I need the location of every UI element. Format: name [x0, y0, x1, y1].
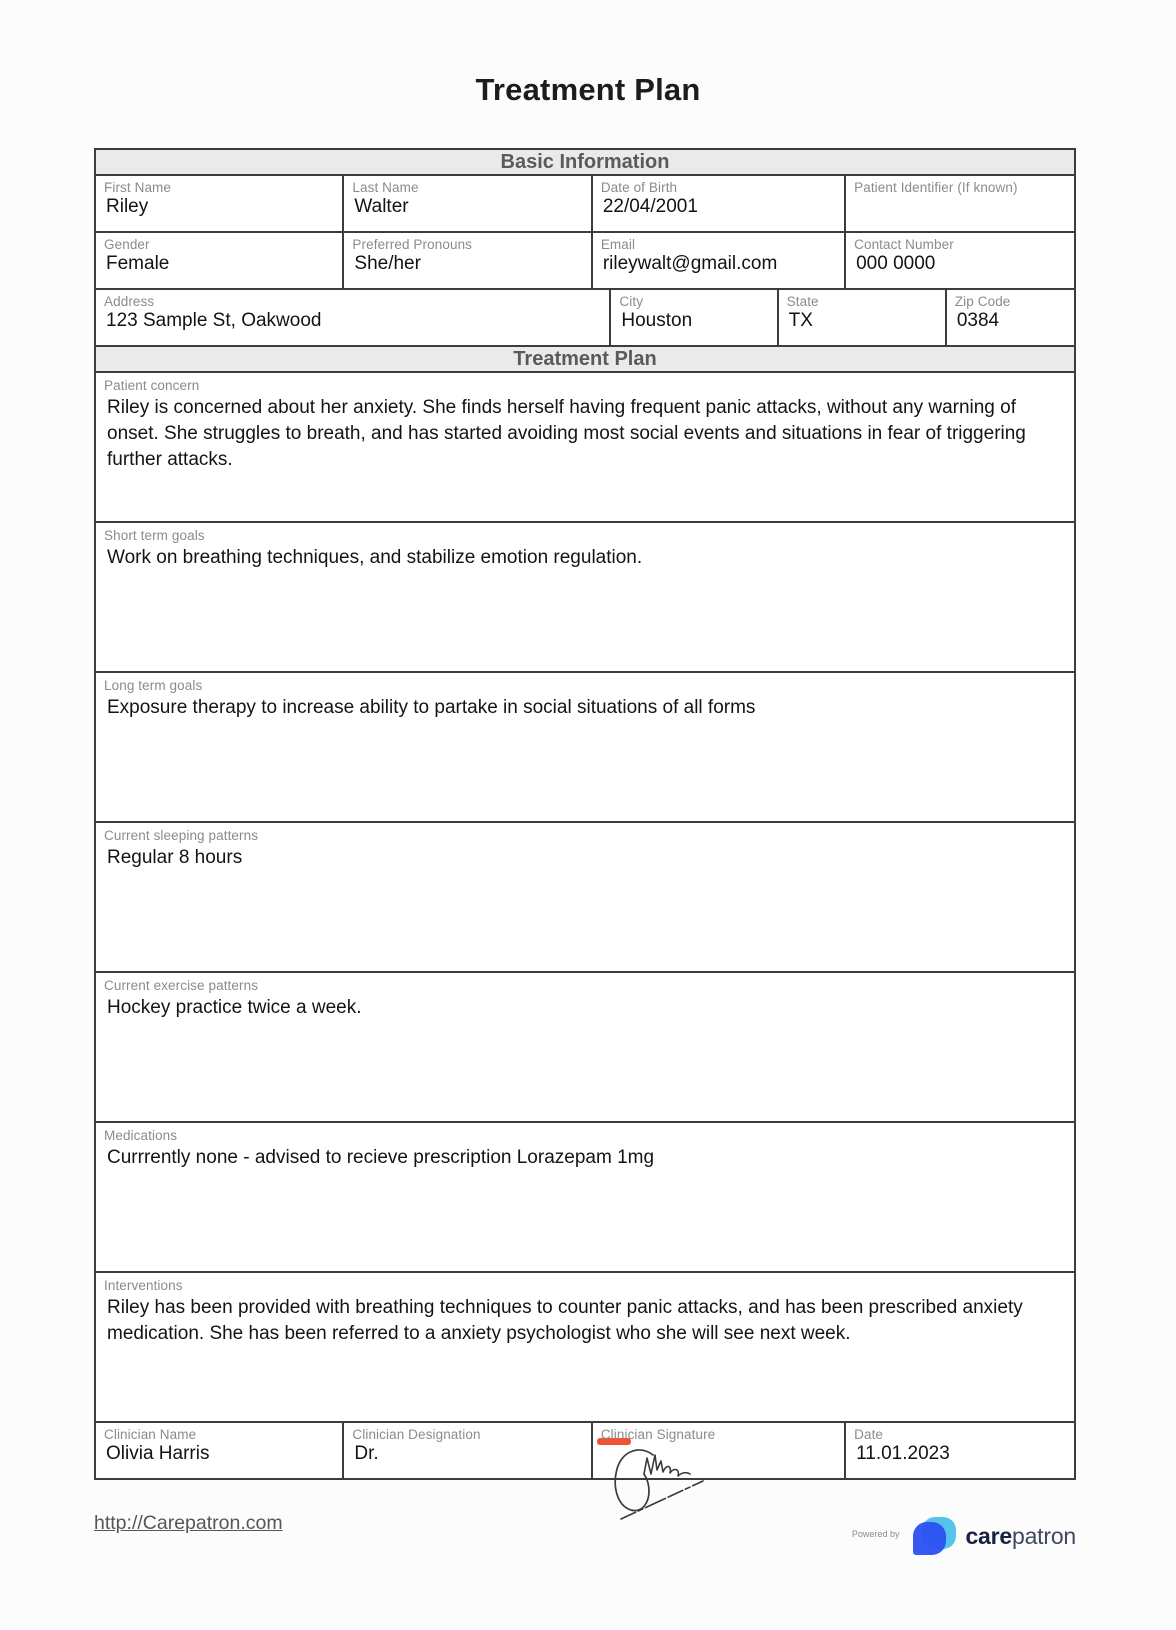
powered-by-label: Powered by [851, 1529, 900, 1539]
treatment-plan-form [94, 148, 1076, 1480]
field-label: Patient concern [104, 378, 200, 393]
field-value: 123 Sample St, Oakwood [106, 310, 322, 331]
field-value: Houston [621, 310, 693, 331]
field-preferred-pronouns [344, 233, 592, 288]
field-value: 0384 [956, 310, 1000, 331]
clinician-row [96, 1423, 1074, 1478]
field-last-name [344, 176, 592, 231]
section-long-term-goals [96, 673, 1074, 823]
field-value: Riley has been provided with breathing techniques to counter panic attacks, and has been prescribed anxiety medication. She has been referred to a anxiety psychologist who she will see next week. [107, 1297, 1023, 1344]
field-label: Long term goals [104, 678, 203, 693]
field-date [846, 1423, 1074, 1478]
field-label: Patient Identifier (If known) [854, 180, 1018, 195]
field-value: Olivia Harris [106, 1443, 210, 1464]
field-value: Dr. [354, 1443, 379, 1464]
signature-drawing [609, 1443, 713, 1527]
page-footer [94, 1512, 1076, 1558]
field-label: Gender [104, 237, 150, 252]
field-label: Clinician Name [104, 1427, 197, 1442]
carepatron-link[interactable]: http://Carepatron.com [94, 1512, 283, 1534]
field-label: Contact Number [854, 237, 954, 252]
field-label: Current exercise patterns [104, 978, 259, 993]
basic-info-row-2 [96, 233, 1074, 290]
carepatron-logo-icon [911, 1514, 959, 1558]
field-email [593, 233, 846, 288]
field-label: Zip Code [954, 294, 1011, 309]
field-label: Last Name [352, 180, 419, 195]
wordmark-care: care [965, 1522, 1012, 1549]
treatment-plan-header: Treatment Plan [96, 347, 1074, 373]
field-address [96, 290, 611, 345]
wordmark-patron: patron [1011, 1522, 1076, 1549]
field-label: Medications [104, 1128, 178, 1143]
field-label: First Name [104, 180, 172, 195]
section-patient-concern [96, 373, 1074, 523]
section-sleeping-patterns [96, 823, 1074, 973]
field-state [779, 290, 947, 345]
field-clinician-name [96, 1423, 344, 1478]
powered-by-block [852, 1514, 1076, 1558]
field-label: Clinician Signature [600, 1427, 716, 1442]
field-label: City [619, 294, 644, 309]
field-label: Current sleeping patterns [104, 828, 259, 843]
page-title: Treatment Plan [475, 72, 701, 107]
field-value: Riley is concerned about her anxiety. She finds herself having frequent panic attacks, without any warning of onset. She struggles to breath, and has started avoiding most social events and situations in fear of triggering further attacks. [107, 397, 1026, 470]
field-label: Date [854, 1427, 884, 1442]
field-label: Short term goals [104, 528, 205, 543]
field-date-of-birth [593, 176, 846, 231]
field-value: 000 0000 [856, 253, 936, 274]
field-label: Preferred Pronouns [352, 237, 473, 252]
field-label: Address [104, 294, 155, 309]
field-value: 11.01.2023 [856, 1443, 950, 1464]
field-zip-code [947, 290, 1074, 345]
field-contact-number [846, 233, 1074, 288]
field-value: rileywalt@gmail.com [602, 253, 778, 274]
section-short-term-goals [96, 523, 1074, 673]
field-clinician-designation [344, 1423, 592, 1478]
field-patient-identifier [846, 176, 1074, 231]
address-row [96, 290, 1074, 347]
field-value: Female [106, 253, 170, 274]
field-value: Hockey practice twice a week. [107, 997, 362, 1018]
field-label: Email [600, 237, 636, 252]
field-value: Riley [106, 196, 149, 217]
field-first-name [96, 176, 344, 231]
field-value: 22/04/2001 [602, 196, 698, 217]
field-label: Date of Birth [600, 180, 678, 195]
field-value: She/her [354, 253, 421, 274]
field-city [611, 290, 778, 345]
field-value: Work on breathing techniques, and stabilize emotion regulation. [107, 547, 643, 568]
field-value: Currrently none - advised to recieve prescription Lorazepam 1mg [107, 1147, 655, 1168]
field-label: Clinician Designation [352, 1427, 481, 1442]
field-clinician-signature [593, 1423, 846, 1478]
field-value: TX [788, 310, 813, 331]
carepatron-wordmark [965, 1523, 1076, 1550]
field-label: State [786, 294, 819, 309]
basic-info-row-1 [96, 176, 1074, 233]
basic-information-header: Basic Information [96, 150, 1074, 176]
field-value: Exposure therapy to increase ability to partake in social situations of all forms [107, 697, 756, 718]
field-gender [96, 233, 344, 288]
section-exercise-patterns [96, 973, 1074, 1123]
field-value: Walter [354, 196, 409, 217]
section-interventions [96, 1273, 1074, 1423]
section-medications [96, 1123, 1074, 1273]
field-label: Interventions [104, 1278, 183, 1293]
field-value: Regular 8 hours [107, 847, 243, 868]
